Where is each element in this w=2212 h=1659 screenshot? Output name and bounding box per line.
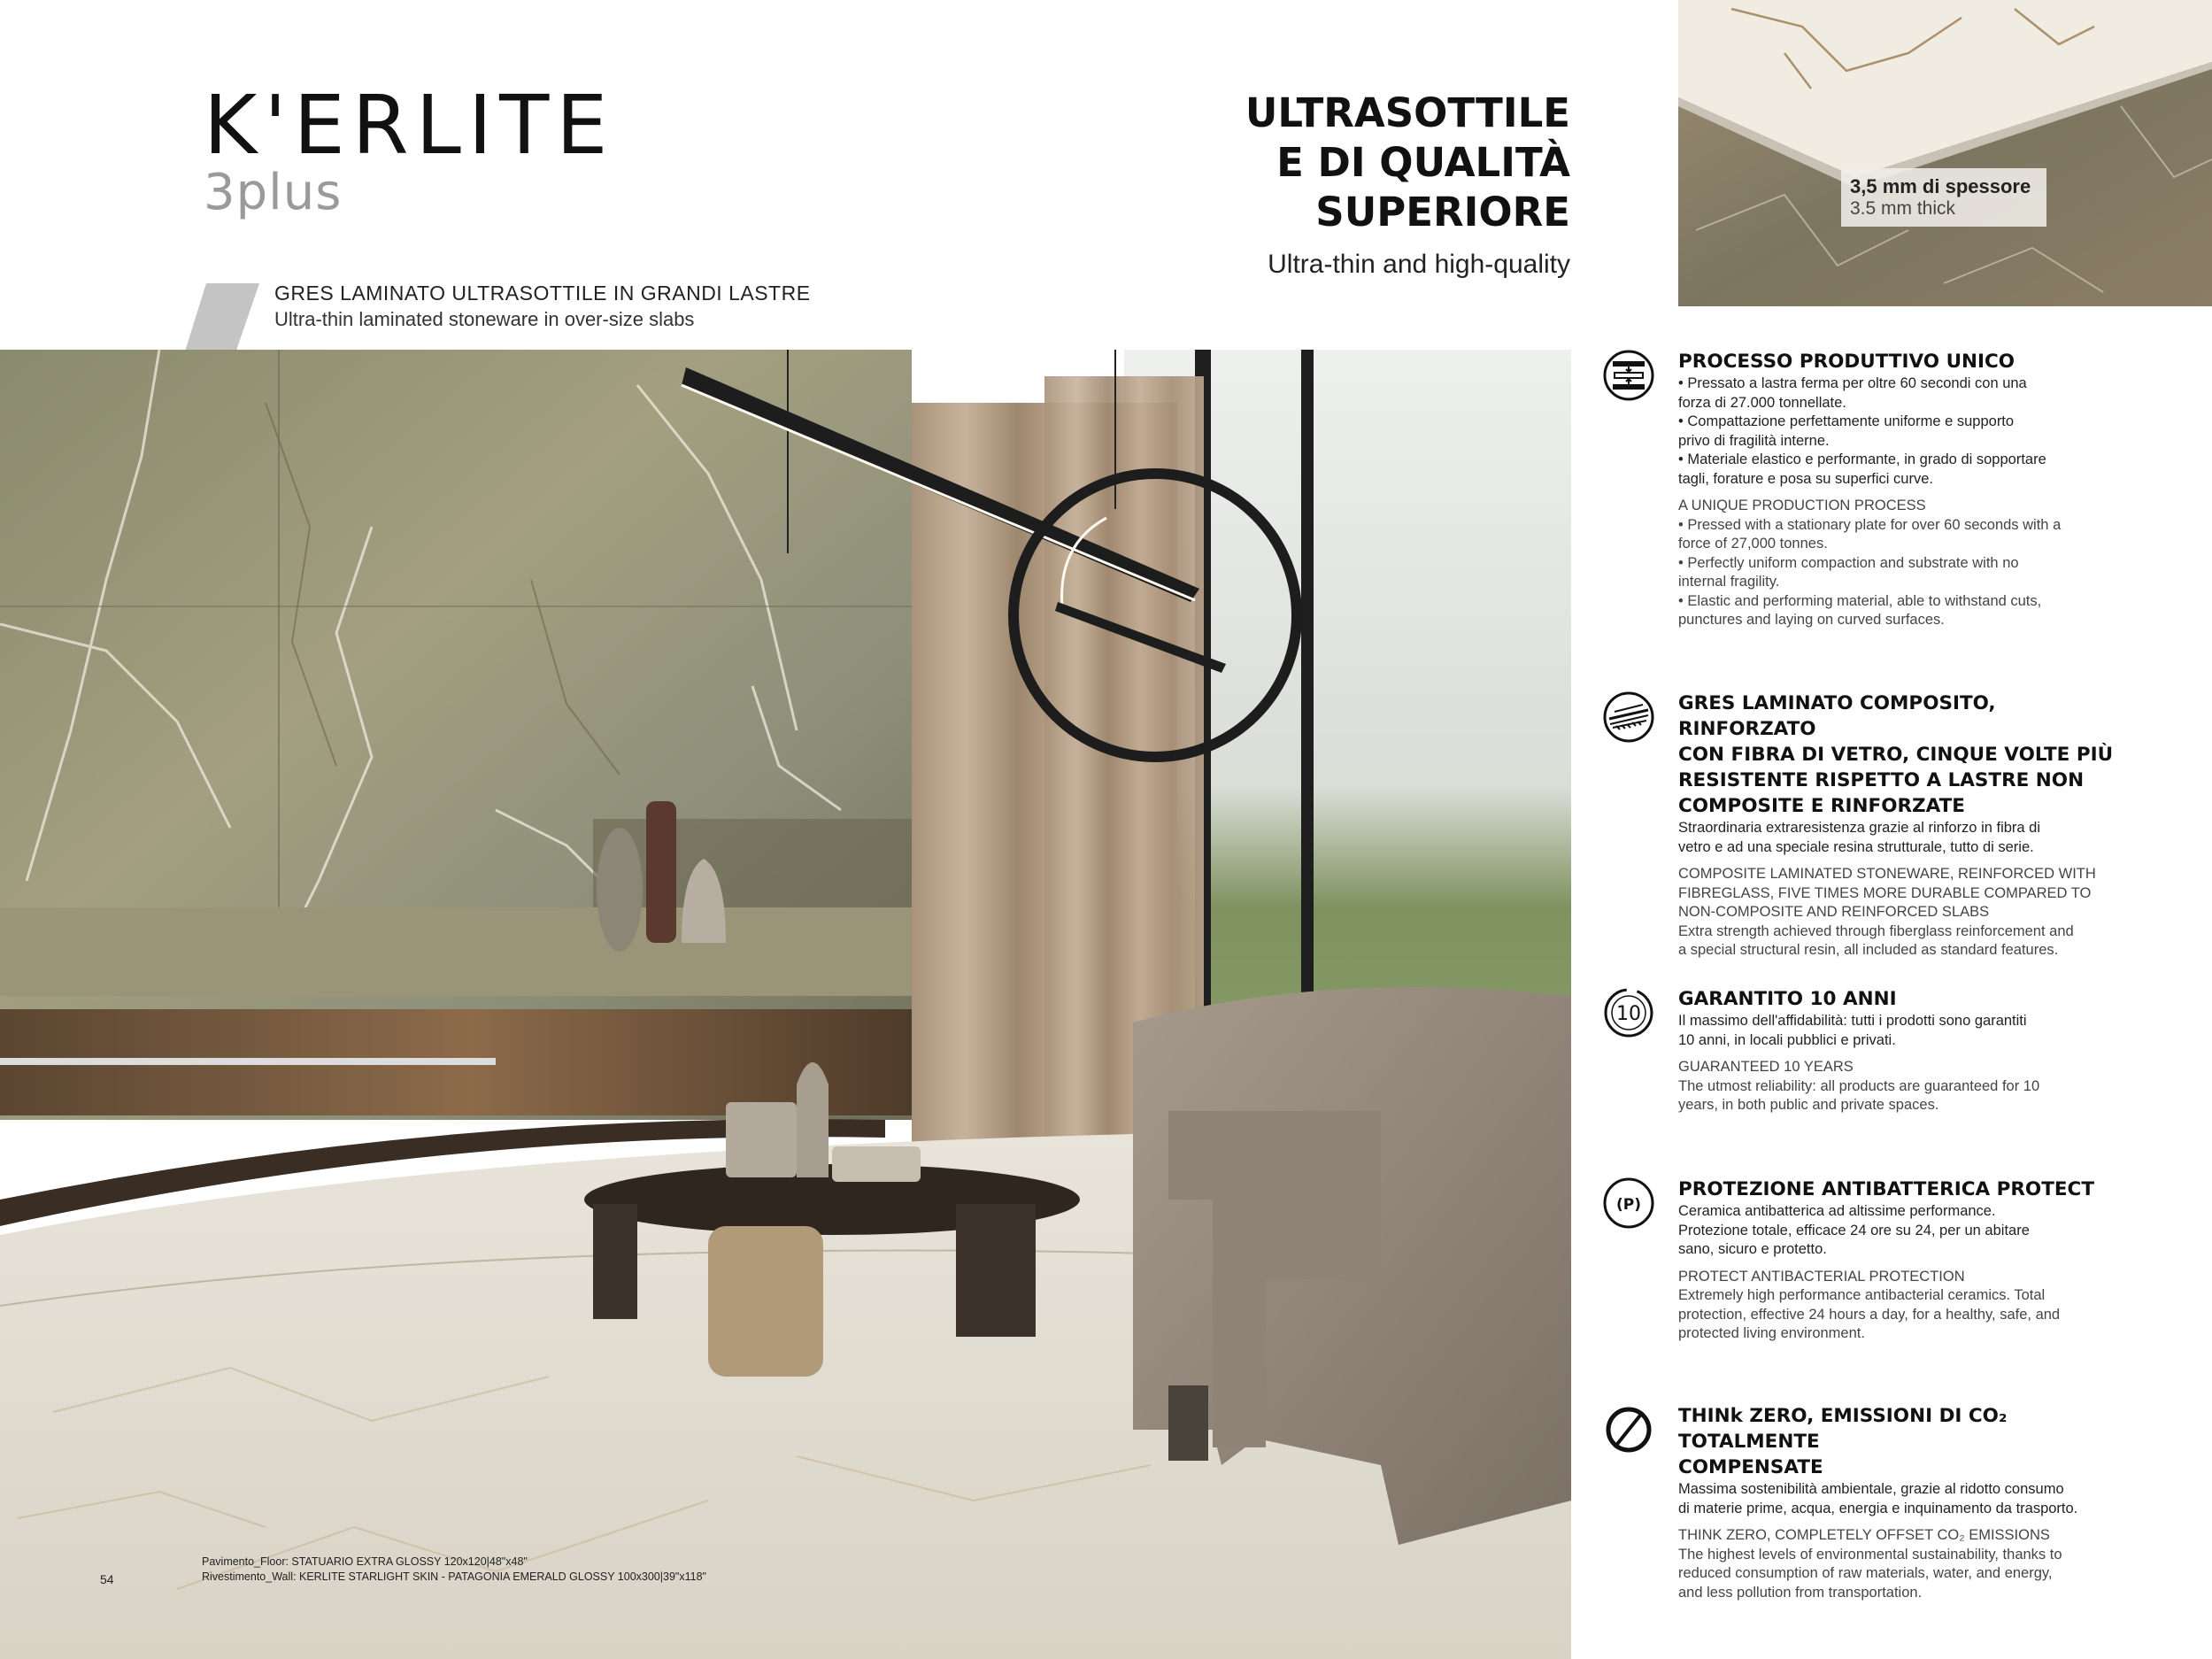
feature-body — [1678, 1177, 2139, 1344]
feature-text: vetro e ad una speciale resina strutturale, tutto di serie. — [1678, 838, 2034, 855]
feature-english-title: PROTECT ANTIBACTERIAL PROTECTION — [1678, 1268, 1965, 1285]
feature-title: PROTEZIONE ANTIBATTERICA PROTECT — [1678, 1178, 2094, 1200]
feature-text: Ceramica antibatterica ad altissime performance. — [1678, 1203, 1996, 1219]
headline-english: Ultra-thin and high-quality — [1268, 250, 1570, 279]
headline-line: ULTRASOTTILE — [1245, 89, 1570, 136]
feature-english-title: A UNIQUE PRODUCTION PROCESS — [1678, 498, 1926, 513]
brand-name: K'ERLITE — [204, 78, 615, 173]
subtitle-italian: GRES LAMINATO ULTRASOTTILE IN GRANDI LASTRE — [274, 282, 811, 305]
warranty-icon-label: 10 — [1616, 1003, 1641, 1025]
subtitle — [274, 282, 811, 331]
feature-text: Straordinaria extraresistenza grazie al rinforzo in fibra di — [1678, 820, 2041, 836]
feature-english-title: FIBREGLASS, FIVE TIMES MORE DURABLE COMPARED TO — [1678, 884, 2092, 901]
feature-text: Protezione totale, efficace 24 ore su 24, per un abitare — [1678, 1222, 2030, 1238]
feature-english-title: GUARANTEED 10 YEARS — [1678, 1059, 1854, 1075]
headline-line: SUPERIORE — [1315, 189, 1570, 235]
page-number: 54 — [100, 1572, 114, 1586]
brand-sub: 3plus — [204, 164, 343, 221]
feature-english-text: protection, effective 24 hours a day, for a healthy, safe, and — [1678, 1306, 2061, 1323]
feature-text: di materie prime, acqua, energia e inquinamento da trasporto. — [1678, 1500, 2078, 1516]
feature-text: 10 anni, in locali pubblici e privati. — [1678, 1031, 1896, 1048]
feature-english-text: The utmost reliability: all products are guaranteed for 10 — [1678, 1077, 2040, 1094]
feature-title: RESISTENTE RISPETTO A LASTRE NON — [1678, 769, 2085, 791]
feature-title: COMPOSITE E RINFORZATE — [1678, 795, 1965, 817]
feature-english-text: internal fragility. — [1678, 574, 1780, 590]
feature-english-text: and less pollution from transportation. — [1678, 1584, 1923, 1601]
feature-title: GARANTITO 10 ANNI — [1678, 988, 1897, 1010]
room-photo — [0, 350, 1571, 1659]
feature-text: Massima sostenibilità ambientale, grazie al ridotto consumo — [1678, 1481, 2064, 1497]
feature-body — [1678, 1403, 2139, 1602]
think-zero-icon — [1602, 1403, 1655, 1456]
feature-english-text: punctures and laying on curved surfaces. — [1678, 612, 1945, 628]
feature-english-text: The highest levels of environmental sustainability, thanks to — [1678, 1546, 2062, 1563]
thickness-english: 3.5 mm thick — [1850, 198, 1956, 219]
feature-text: privo di fragilità interne. — [1678, 432, 1830, 449]
feature-text: sano, sicuro e protetto. — [1678, 1241, 1827, 1257]
feature-body — [1678, 986, 2139, 1115]
photo-caption — [202, 1555, 706, 1585]
brand-logo — [204, 78, 615, 221]
feature-english-title: NON-COMPOSITE AND REINFORCED SLABS — [1678, 904, 1990, 920]
feature-english-title: COMPOSITE LAMINATED STONEWARE, REINFORCED WITH — [1678, 866, 2096, 882]
feature-text: tagli, forature e posa su superfici curve. — [1678, 470, 1933, 487]
press-icon — [1602, 349, 1655, 402]
feature-english-text: Extra strength achieved through fiberglass reinforcement and — [1678, 922, 2074, 939]
feature-english-text: • Elastic and performing material, able to withstand cuts, — [1678, 592, 2042, 609]
feature-title: CON FIBRA DI VETRO, CINQUE VOLTE PIÙ — [1678, 744, 2114, 766]
feature-title: PROCESSO PRODUTTIVO UNICO — [1678, 351, 2015, 373]
protect-icon-label: (P) — [1616, 1196, 1641, 1214]
headline — [951, 89, 1570, 280]
feature-english-title: THINK ZERO, COMPLETELY OFFSET CO₂ EMISSIONS — [1678, 1527, 2050, 1543]
feature-english-text: • Pressed with a stationary plate for over 60 seconds with a — [1678, 516, 2062, 533]
feature-title: COMPENSATE — [1678, 1456, 1823, 1478]
feature-english-text: years, in both public and private spaces. — [1678, 1097, 1939, 1113]
warranty-10-icon — [1602, 986, 1655, 1039]
protect-icon — [1602, 1177, 1655, 1230]
thickness-italian: 3,5 mm di spessore — [1850, 175, 2031, 197]
fiberglass-layers-icon — [1602, 691, 1655, 744]
feature-text: • Pressato a lastra ferma per oltre 60 secondi con una — [1678, 375, 2027, 391]
feature-body — [1678, 349, 2139, 630]
feature-title: GRES LAMINATO COMPOSITO, RINFORZATO — [1678, 692, 1996, 740]
thickness-label — [1841, 168, 2046, 227]
feature-title: THINk ZERO, EMISSIONI DI CO₂ TOTALMENTE — [1678, 1405, 2008, 1453]
feature-english-text: force of 27,000 tonnes. — [1678, 536, 1828, 552]
feature-english-text: protected living environment. — [1678, 1325, 1865, 1341]
feature-english-text: a special structural resin, all included as standard features. — [1678, 942, 2059, 958]
caption-floor: Pavimento_Floor: STATUARIO EXTRA GLOSSY 120x120|48"x48" — [202, 1555, 528, 1568]
subtitle-english: Ultra-thin laminated stoneware in over-size slabs — [274, 308, 695, 330]
feature-body — [1678, 691, 2139, 961]
feature-text: • Materiale elastico e performante, in grado di sopportare — [1678, 451, 2046, 467]
slab-thickness-photo — [1678, 0, 2212, 306]
feature-text: forza di 27.000 tonnellate. — [1678, 394, 1846, 411]
feature-english-text: • Perfectly uniform compaction and substrate with no — [1678, 554, 2019, 571]
caption-wall: Rivestimento_Wall: KERLITE STARLIGHT SKIN - PATAGONIA EMERALD GLOSSY 100x300|39"x118" — [202, 1570, 706, 1583]
headline-line: E DI QUALITÀ — [1276, 139, 1570, 186]
feature-english-text: reduced consumption of raw materials, water, and energy, — [1678, 1565, 2053, 1581]
feature-text: Il massimo dell'affidabilità: tutti i prodotti sono garantiti — [1678, 1013, 2027, 1029]
feature-english-text: Extremely high performance antibacterial ceramics. Total — [1678, 1287, 2046, 1303]
feature-text: • Compattazione perfettamente uniforme e supporto — [1678, 413, 2015, 429]
